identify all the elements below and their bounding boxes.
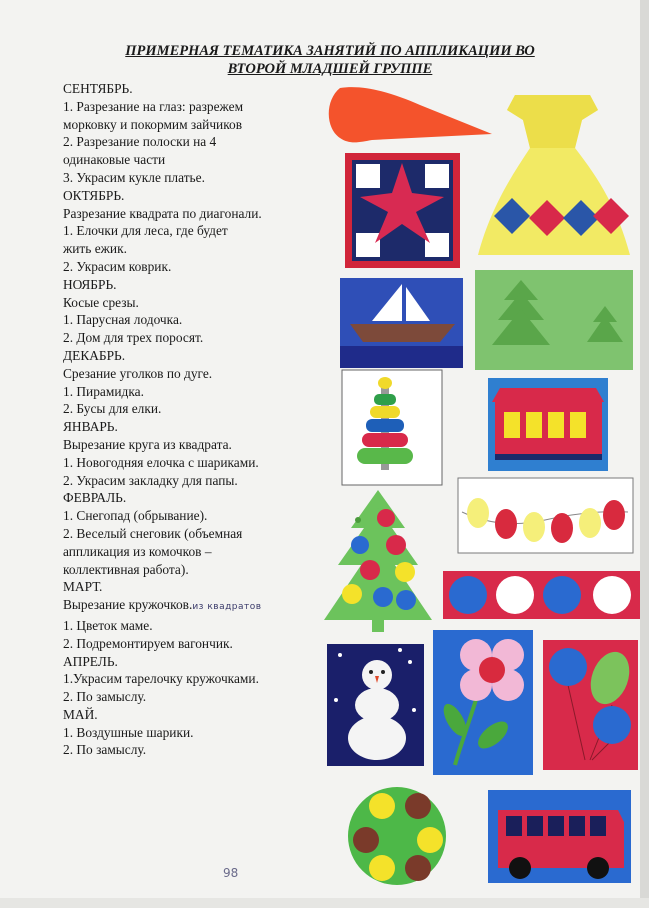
text-line: Срезание уголков по дуге.	[63, 365, 213, 381]
text-line: 2. Украсим закладку для папы.	[63, 472, 238, 488]
text-line: 2. Разрезание полоски на 4	[63, 134, 217, 150]
carrot-illustration	[329, 87, 492, 142]
text-line: одинаковые части	[63, 152, 166, 168]
text-line: 1. Новогодняя елочка с шариками.	[63, 454, 259, 470]
text-line: 2. Дом для трех поросят.	[63, 330, 204, 346]
bus-illustration	[488, 790, 631, 883]
text-line: 2. Украсим коврик.	[63, 258, 172, 274]
text-line: 2. Веселый снеговик (объемная	[63, 525, 243, 541]
christmas-tree-illustration	[324, 490, 432, 632]
text-line: Разрезание квадрата по диагонали.	[63, 205, 262, 221]
text-line: 2. Подремонтируем вагончик.	[63, 635, 233, 651]
text-line: 2. Бусы для елки.	[63, 401, 162, 417]
text-line: Вырезание круга из квадрата.	[63, 436, 232, 452]
text-line: АПРЕЛЬ.	[63, 653, 118, 669]
text-line: НОЯБРЬ.	[63, 276, 117, 292]
march-line-text: Вырезание кружочков.	[63, 597, 193, 613]
beads-illustration	[458, 478, 633, 553]
text-line: 3. Украсим кукле платье.	[63, 169, 205, 185]
balloons-illustration	[543, 640, 638, 770]
trees-illustration	[475, 270, 633, 370]
page-number: 98	[223, 866, 239, 880]
plate-illustration	[348, 787, 446, 885]
text-line: МАРТ.	[63, 579, 103, 595]
text-line: ЯНВАРЬ.	[63, 419, 118, 435]
text-line: ОКТЯБРЬ.	[63, 187, 125, 203]
text-line: ДЕКАБРЬ.	[63, 347, 126, 363]
rug-illustration	[345, 153, 460, 268]
text-line: Косые срезы.	[63, 294, 139, 310]
text-line: жить ежик.	[63, 241, 127, 257]
text-line: 1. Парусная лодочка.	[63, 312, 183, 328]
dress-illustration	[478, 95, 630, 255]
title-line-1: ПРИМЕРНАЯ ТЕМАТИКА ЗАНЯТИЙ ПО АППЛИКАЦИИ ВО	[125, 43, 535, 59]
text-line: 1. Снегопад (обрывание).	[63, 508, 208, 524]
title-line-2: ВТОРОЙ МЛАДШЕЙ ГРУППЕ	[227, 61, 433, 77]
snowman-illustration	[327, 644, 424, 766]
text-line: 1. Пирамидка.	[63, 383, 144, 399]
text-line: 2. По замыслу.	[63, 689, 147, 705]
text-line: ФЕВРАЛЬ.	[63, 490, 127, 506]
sailboat-illustration	[340, 278, 463, 368]
pyramid-toy-illustration	[342, 370, 442, 485]
house-illustration	[488, 378, 608, 471]
text-line: 1. Елочки для леса, где будет	[63, 223, 228, 239]
handwritten-note: из квадратов	[192, 602, 262, 613]
text-line: 1.Украсим тарелочку кружочками.	[63, 671, 259, 687]
text-line: 2. По замыслу.	[63, 742, 147, 758]
bookmark-illustration	[443, 571, 640, 619]
text-line: МАЙ.	[63, 706, 98, 722]
flower-illustration	[433, 630, 533, 775]
text-line: морковку и покормим зайчиков	[63, 116, 243, 132]
text-line: 1. Цветок маме.	[63, 617, 153, 633]
text-line: коллективная работа).	[63, 561, 189, 577]
text-line: 1. Воздушные шарики.	[63, 724, 194, 740]
text-line: 1. Разрезание на глаз: разрежем	[63, 98, 244, 114]
text-line: СЕНТЯБРЬ.	[63, 81, 133, 96]
text-line: аппликация из комочков –	[63, 543, 212, 559]
